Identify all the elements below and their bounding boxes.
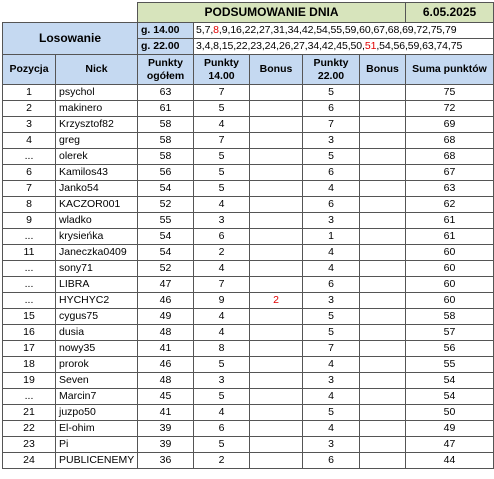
row-bonus-22 (360, 213, 406, 229)
row-points-22: 5 (303, 405, 360, 421)
row-total-points: 55 (138, 213, 194, 229)
row-sum: 54 (406, 373, 494, 389)
row-nick: wladko (56, 213, 138, 229)
row-nick: nowy35 (56, 341, 138, 357)
row-bonus-22 (360, 437, 406, 453)
drawn-number: 15 (221, 40, 234, 52)
row-bonus-14 (250, 405, 303, 421)
row-bonus-14 (250, 101, 303, 117)
col-header-position: Pozycja (3, 55, 56, 85)
row-sum: 58 (406, 309, 494, 325)
row-bonus-22 (360, 261, 406, 277)
row-total-points: 56 (138, 165, 194, 181)
row-position: 18 (3, 357, 56, 373)
row-points-22: 5 (303, 149, 360, 165)
col-header-total-points: Punkty ogółem (138, 55, 194, 85)
row-bonus-22 (360, 357, 406, 373)
row-bonus-22 (360, 133, 406, 149)
row-points-22: 6 (303, 453, 360, 469)
row-nick: Janeczka0409 (56, 245, 138, 261)
drawn-number: 75 (450, 40, 463, 52)
row-position: 22 (3, 421, 56, 437)
row-bonus-22 (360, 181, 406, 197)
row-points-14: 4 (194, 261, 250, 277)
row-total-points: 46 (138, 293, 194, 309)
row-bonus-22 (360, 229, 406, 245)
results-table (2, 2, 494, 469)
row-position: ... (3, 389, 56, 405)
row-points-14: 4 (194, 309, 250, 325)
row-total-points: 41 (138, 405, 194, 421)
row-sum: 68 (406, 133, 494, 149)
row-bonus-14 (250, 341, 303, 357)
row-nick: juzpo50 (56, 405, 138, 421)
row-points-14: 5 (194, 389, 250, 405)
row-sum: 61 (406, 213, 494, 229)
row-sum: 60 (406, 245, 494, 261)
row-bonus-22 (360, 245, 406, 261)
drawn-number: 3 (196, 40, 202, 52)
drawn-number: 34 (307, 40, 320, 52)
row-nick: Kamilos43 (56, 165, 138, 181)
row-sum: 72 (406, 101, 494, 117)
table-row (3, 165, 494, 181)
row-sum: 69 (406, 117, 494, 133)
row-nick: cygus75 (56, 309, 138, 325)
drawn-number: 4 (204, 40, 211, 52)
drawn-number: 8 (213, 24, 219, 36)
draw-numbers-1: 5,7,8,9,16,22,27,31,34,42,54,55,59,60,67,68,69,72,75,79 (194, 23, 494, 39)
drawn-number: 74 (436, 40, 448, 52)
drawn-number: 60 (359, 24, 371, 36)
row-position: 6 (3, 165, 56, 181)
row-sum: 54 (406, 389, 494, 405)
row-nick: makinero (56, 101, 138, 117)
row-bonus-22 (360, 149, 406, 165)
row-nick: Janko54 (56, 181, 138, 197)
row-bonus-14 (250, 117, 303, 133)
table-row (3, 117, 494, 133)
table-row (3, 421, 494, 437)
drawn-number: 59 (407, 40, 420, 52)
drawn-number: 51 (364, 40, 377, 52)
row-points-14: 4 (194, 405, 250, 421)
drawn-number: 55 (330, 24, 342, 36)
row-nick: Seven (56, 373, 138, 389)
row-points-14: 8 (194, 341, 250, 357)
row-bonus-22 (360, 421, 406, 437)
row-total-points: 58 (138, 133, 194, 149)
drawn-number: 63 (422, 40, 434, 52)
row-points-22: 4 (303, 421, 360, 437)
row-points-14: 3 (194, 213, 250, 229)
row-points-14: 6 (194, 229, 250, 245)
drawn-number: 7 (204, 24, 211, 36)
row-bonus-22 (360, 117, 406, 133)
drawn-number: 79 (445, 24, 457, 36)
table-row (3, 213, 494, 229)
drawn-number: 54 (379, 40, 391, 52)
row-points-22: 5 (303, 325, 360, 341)
row-position: 8 (3, 197, 56, 213)
row-position: ... (3, 277, 56, 293)
row-points-14: 5 (194, 357, 250, 373)
row-points-14: 5 (194, 181, 250, 197)
row-points-22: 6 (303, 101, 360, 117)
drawn-number: 23 (250, 40, 262, 52)
row-bonus-14 (250, 277, 303, 293)
row-points-14: 4 (194, 117, 250, 133)
row-bonus-14 (250, 181, 303, 197)
draw-numbers-2: 3,4,8,15,22,23,24,26,27,34,42,45,50,51,54,56,59,63,74,75 (194, 39, 494, 55)
row-bonus-14 (250, 389, 303, 405)
row-bonus-22 (360, 453, 406, 469)
row-position: 4 (3, 133, 56, 149)
drawn-number: 8 (213, 40, 219, 52)
row-total-points: 36 (138, 453, 194, 469)
row-sum: 61 (406, 229, 494, 245)
table-row (3, 85, 494, 101)
row-points-14: 2 (194, 245, 250, 261)
row-position: ... (3, 293, 56, 309)
drawn-number: 50 (350, 40, 363, 52)
table-row (3, 181, 494, 197)
drawn-number: 56 (393, 40, 405, 52)
row-points-14: 7 (194, 85, 250, 101)
row-nick: Marcin7 (56, 389, 138, 405)
row-points-14: 4 (194, 325, 250, 341)
row-position: ... (3, 149, 56, 165)
drawn-number: 72 (416, 24, 428, 36)
row-points-14: 7 (194, 277, 250, 293)
row-points-14: 7 (194, 133, 250, 149)
row-points-22: 4 (303, 245, 360, 261)
row-points-14: 6 (194, 421, 250, 437)
draw-time-1: g. 14.00 (138, 23, 194, 39)
report-date: 6.05.2025 (406, 3, 494, 23)
row-nick: psychol (56, 85, 138, 101)
drawn-number: 9 (221, 24, 228, 36)
row-bonus-14 (250, 453, 303, 469)
table-row (3, 309, 494, 325)
row-sum: 68 (406, 149, 494, 165)
row-bonus-22 (360, 389, 406, 405)
row-bonus-22 (360, 341, 406, 357)
row-points-22: 6 (303, 277, 360, 293)
row-points-22: 4 (303, 357, 360, 373)
row-points-22: 6 (303, 165, 360, 181)
row-bonus-22 (360, 309, 406, 325)
row-nick: greg (56, 133, 138, 149)
table-row (3, 341, 494, 357)
drawn-number: 67 (373, 24, 385, 36)
row-total-points: 54 (138, 181, 194, 197)
row-total-points: 52 (138, 197, 194, 213)
row-sum: 62 (406, 197, 494, 213)
row-total-points: 63 (138, 85, 194, 101)
table-row (3, 133, 494, 149)
row-total-points: 61 (138, 101, 194, 117)
draw-time-2: g. 22.00 (138, 39, 194, 55)
row-position: 23 (3, 437, 56, 453)
drawn-number: 45 (336, 40, 348, 52)
row-bonus-14 (250, 229, 303, 245)
row-total-points: 49 (138, 309, 194, 325)
row-sum: 56 (406, 341, 494, 357)
row-bonus-14 (250, 197, 303, 213)
row-nick: PUBLICENEMY (56, 453, 138, 469)
table-row (3, 389, 494, 405)
row-total-points: 48 (138, 325, 194, 341)
row-position: 9 (3, 213, 56, 229)
row-bonus-14 (250, 373, 303, 389)
row-position: 3 (3, 117, 56, 133)
row-total-points: 41 (138, 341, 194, 357)
row-sum: 60 (406, 293, 494, 309)
drawn-number: 59 (344, 24, 357, 36)
row-sum: 75 (406, 85, 494, 101)
drawn-number: 34 (287, 24, 300, 36)
drawn-number: 5 (196, 24, 202, 36)
row-total-points: 39 (138, 421, 194, 437)
draw-label: Losowanie (3, 23, 138, 55)
row-position: 7 (3, 181, 56, 197)
table-row (3, 373, 494, 389)
row-nick: Pi (56, 437, 138, 453)
row-total-points: 39 (138, 437, 194, 453)
row-bonus-22 (360, 85, 406, 101)
row-nick: olerek (56, 149, 138, 165)
row-points-14: 5 (194, 165, 250, 181)
row-bonus-22 (360, 101, 406, 117)
drawn-number: 22 (236, 40, 248, 52)
row-position: 16 (3, 325, 56, 341)
row-total-points: 47 (138, 277, 194, 293)
table-row (3, 229, 494, 245)
row-nick: sony71 (56, 261, 138, 277)
row-nick: krysieńka (56, 229, 138, 245)
row-sum: 60 (406, 277, 494, 293)
row-bonus-14 (250, 261, 303, 277)
drawn-number: 22 (244, 24, 257, 36)
row-nick: prorok (56, 357, 138, 373)
table-row (3, 437, 494, 453)
row-bonus-14 (250, 149, 303, 165)
row-bonus-14 (250, 133, 303, 149)
table-row (3, 357, 494, 373)
row-bonus-14 (250, 421, 303, 437)
row-position: ... (3, 229, 56, 245)
drawn-number: 42 (301, 24, 314, 36)
row-sum: 60 (406, 261, 494, 277)
row-position: 24 (3, 453, 56, 469)
row-total-points: 48 (138, 373, 194, 389)
row-points-14: 5 (194, 149, 250, 165)
row-position: ... (3, 261, 56, 277)
row-nick: HYCHYC2 (56, 293, 138, 309)
row-points-14: 2 (194, 453, 250, 469)
drawn-number: 31 (273, 24, 285, 36)
drawn-number: 75 (430, 24, 443, 36)
drawn-number: 26 (278, 40, 291, 52)
row-position: 17 (3, 341, 56, 357)
row-points-14: 5 (194, 101, 250, 117)
row-bonus-14 (250, 437, 303, 453)
row-sum: 44 (406, 453, 494, 469)
page-title: PODSUMOWANIE DNIA (138, 3, 406, 23)
col-header-bonus-22: Bonus (360, 55, 406, 85)
row-points-22: 4 (303, 181, 360, 197)
row-total-points: 58 (138, 149, 194, 165)
col-header-nick: Nick (56, 55, 138, 85)
table-row (3, 325, 494, 341)
row-points-22: 3 (303, 373, 360, 389)
table-row (3, 405, 494, 421)
row-sum: 55 (406, 357, 494, 373)
row-bonus-22 (360, 277, 406, 293)
row-total-points: 54 (138, 229, 194, 245)
row-nick: KACZOR001 (56, 197, 138, 213)
row-total-points: 58 (138, 117, 194, 133)
row-position: 2 (3, 101, 56, 117)
drawn-number: 27 (258, 24, 271, 36)
row-bonus-22 (360, 325, 406, 341)
row-bonus-22 (360, 293, 406, 309)
row-total-points: 45 (138, 389, 194, 405)
col-header-sum: Suma punktów (406, 55, 494, 85)
row-bonus-22 (360, 373, 406, 389)
row-bonus-14 (250, 85, 303, 101)
drawn-number: 16 (230, 24, 242, 36)
blank-corner (3, 3, 138, 23)
row-nick: dusia (56, 325, 138, 341)
row-sum: 50 (406, 405, 494, 421)
table-row (3, 149, 494, 165)
col-header-bonus-14: Bonus (250, 55, 303, 85)
row-bonus-14 (250, 357, 303, 373)
row-bonus-14 (250, 213, 303, 229)
table-row (3, 453, 494, 469)
row-bonus-14 (250, 245, 303, 261)
row-total-points: 52 (138, 261, 194, 277)
table-row (3, 277, 494, 293)
row-position: 19 (3, 373, 56, 389)
table-row (3, 197, 494, 213)
row-sum: 63 (406, 181, 494, 197)
drawn-number: 68 (387, 24, 400, 36)
row-nick: El-ohim (56, 421, 138, 437)
row-position: 21 (3, 405, 56, 421)
row-points-22: 3 (303, 437, 360, 453)
row-sum: 47 (406, 437, 494, 453)
row-points-22: 5 (303, 85, 360, 101)
row-position: 11 (3, 245, 56, 261)
row-points-14: 3 (194, 373, 250, 389)
drawn-number: 42 (321, 40, 334, 52)
table-row (3, 101, 494, 117)
row-nick: LIBRA (56, 277, 138, 293)
row-points-22: 3 (303, 213, 360, 229)
row-bonus-14 (250, 165, 303, 181)
col-header-points-14: Punkty 14.00 (194, 55, 250, 85)
row-points-22: 4 (303, 389, 360, 405)
row-points-22: 6 (303, 197, 360, 213)
table-row (3, 261, 494, 277)
row-sum: 49 (406, 421, 494, 437)
row-points-22: 3 (303, 293, 360, 309)
drawn-number: 69 (402, 24, 414, 36)
row-bonus-14 (250, 309, 303, 325)
row-points-22: 7 (303, 341, 360, 357)
row-points-22: 3 (303, 133, 360, 149)
row-total-points: 54 (138, 245, 194, 261)
drawn-number: 27 (293, 40, 305, 52)
drawn-number: 24 (264, 40, 277, 52)
row-position: 15 (3, 309, 56, 325)
row-nick: Krzysztof82 (56, 117, 138, 133)
row-bonus-22 (360, 405, 406, 421)
row-points-14: 4 (194, 197, 250, 213)
row-position: 1 (3, 85, 56, 101)
row-points-22: 5 (303, 309, 360, 325)
row-points-22: 4 (303, 261, 360, 277)
row-points-22: 1 (303, 229, 360, 245)
col-header-points-22: Punkty 22.00 (303, 55, 360, 85)
row-bonus-14: 2 (250, 293, 303, 309)
row-total-points: 46 (138, 357, 194, 373)
row-bonus-22 (360, 165, 406, 181)
drawn-number: 54 (316, 24, 328, 36)
table-row (3, 293, 494, 309)
row-points-14: 5 (194, 437, 250, 453)
row-points-14: 9 (194, 293, 250, 309)
row-points-22: 7 (303, 117, 360, 133)
row-sum: 57 (406, 325, 494, 341)
row-sum: 67 (406, 165, 494, 181)
row-bonus-22 (360, 197, 406, 213)
row-bonus-14 (250, 325, 303, 341)
table-row (3, 245, 494, 261)
